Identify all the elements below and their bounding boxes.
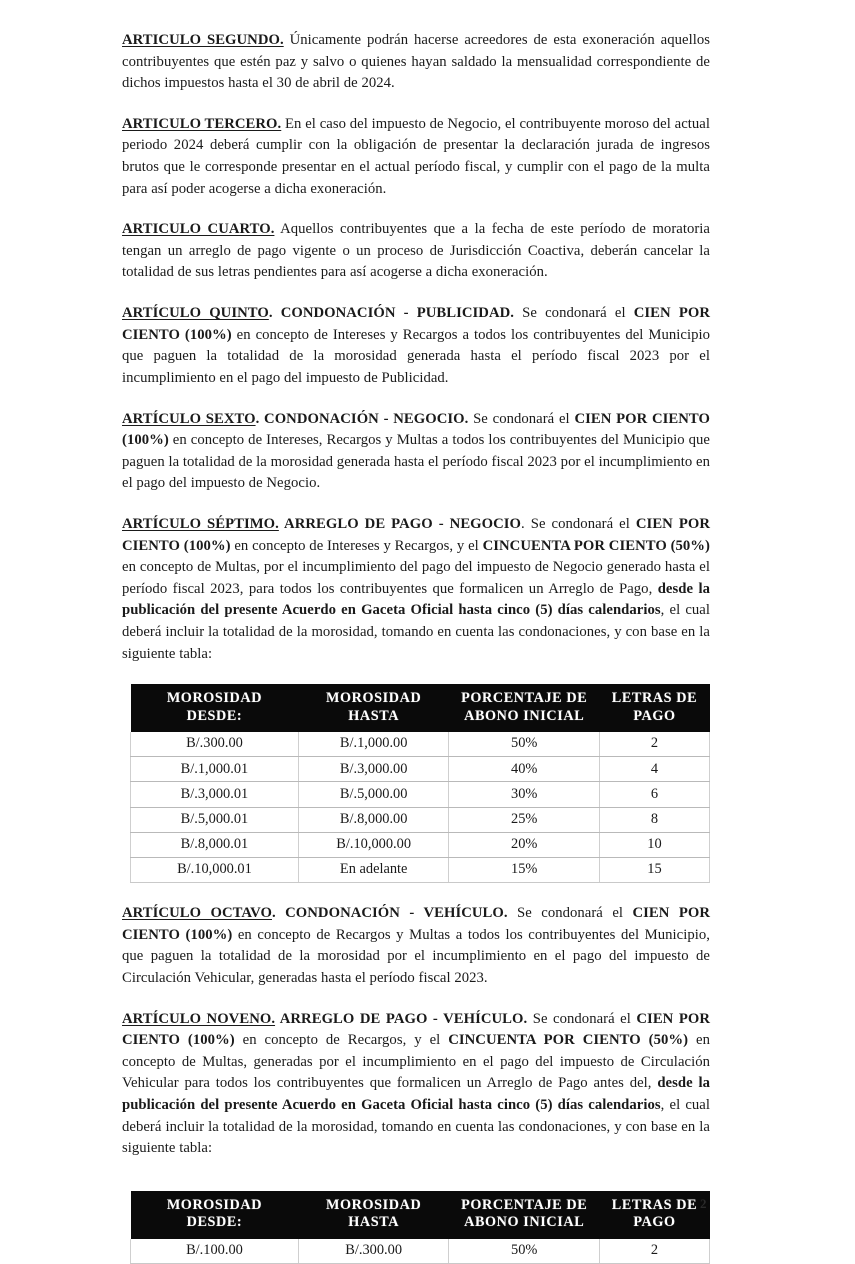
cell-porcentaje: 30% bbox=[449, 782, 600, 807]
article-noveno-bold1: CIEN POR CIENTO (100%) bbox=[122, 1010, 710, 1049]
article-septimo-run4: , el cual deberá incluir la totalidad de la morosidad, tomando en cuenta las condonaciones, y con base en la siguiente tabla: bbox=[122, 602, 711, 662]
article-octavo-bold1: CIEN POR CIENTO (100%) bbox=[122, 905, 710, 943]
article-cuarto-body: Aquellos contribuyentes que a la fecha de este período de moratoria tengan un arreglo de pago vigente o un proceso de Jurisdicción Coactiva, deberán cancelar la totalidad de sus letras pendientes para así acogerse a dicha exoneración. bbox=[122, 221, 710, 281]
cell-morosidad-hasta: B/.3,000.00 bbox=[298, 757, 449, 782]
header-line-1: MOROSIDAD bbox=[166, 1196, 263, 1213]
article-septimo-run3: en concepto de Multas, por el incumplimiento del pago del impuesto de Negocio generado hasta el período fiscal 2023, para todos los contribuyentes que formalicen un Arreglo de Pago, bbox=[122, 559, 710, 597]
article-octavo-run1: Se condonará el bbox=[507, 905, 633, 922]
article-octavo-run2: en concepto de Recargos y Multas a todos los contribuyentes del Municipio, que paguen la totalidad de la morosidad por el incumplimiento en el pago del impuesto de Circulación Vehicular, generadas hasta el período fiscal 2023. bbox=[122, 926, 710, 986]
header-line-1: PORCENTAJE DE bbox=[461, 1196, 588, 1213]
article-septimo-run2: en concepto de Intereses y Recargos, y el bbox=[230, 537, 483, 554]
header-line-2: ABONO INICIAL bbox=[464, 1214, 585, 1231]
article-septimo-bold2: CINCUENTA POR CIENTO (50%) bbox=[482, 537, 710, 554]
cell-morosidad-hasta: B/.1,000.00 bbox=[298, 732, 449, 757]
column-header-morosidad-hasta bbox=[298, 684, 449, 732]
table-row bbox=[131, 857, 710, 882]
cell-letras: 8 bbox=[599, 807, 709, 832]
header-line-2: ABONO INICIAL bbox=[464, 707, 585, 724]
spacer bbox=[122, 1179, 710, 1191]
article-noveno-run3: en concepto de Multas, generadas por el incumplimiento en el pago del impuesto de Circulación Vehicular para todos los contribuyentes que formalicen un Arreglo de Pago antes del, bbox=[122, 1032, 710, 1092]
article-quinto-run2: en concepto de Intereses y Recargos a todos los contribuyentes del Municipio que paguen la totalidad de la morosidad generada hasta el período fiscal 2023 por el incumplimiento en el pago del impuesto de Publicidad. bbox=[122, 326, 710, 386]
column-header-letras-pago bbox=[599, 1191, 709, 1239]
article-septimo bbox=[122, 514, 710, 665]
table-row bbox=[131, 832, 710, 857]
header-line-2: HASTA bbox=[348, 707, 400, 724]
page-number: 2 bbox=[700, 1196, 707, 1211]
article-quinto-heading: ARTÍCULO QUINTO bbox=[122, 305, 269, 322]
header-line-1: MOROSIDAD bbox=[326, 1196, 422, 1213]
article-septimo-heading: ARTÍCULO SÉPTIMO. bbox=[122, 515, 279, 532]
article-sexto bbox=[122, 409, 710, 495]
article-sexto-run2: en concepto de Intereses, Recargos y Multas a todos los contribuyentes del Municipio que paguen la totalidad de la morosidad generada hasta el período fiscal 2023 por el incumplimiento en el pago del impuesto de Negocio. bbox=[122, 432, 710, 492]
cell-porcentaje: 50% bbox=[449, 1239, 600, 1264]
cell-porcentaje: 40% bbox=[449, 757, 600, 782]
article-noveno bbox=[122, 1009, 710, 1160]
article-noveno-run2: en concepto de Recargos, y el bbox=[234, 1032, 449, 1049]
tabla-vehiculo-wrapper bbox=[122, 1191, 710, 1264]
article-segundo-body: Únicamente podrán hacerse acreedores de esta exoneración aquellos contribuyentes que estén paz y salvo o quienes hayan saldado la mensualidad correspondiente de dichos impuestos hasta el 30 de abril de 2024. bbox=[122, 32, 710, 92]
column-header-letras-pago bbox=[599, 684, 709, 732]
header-line-1: MOROSIDAD bbox=[326, 690, 422, 707]
article-quinto bbox=[122, 303, 710, 389]
header-line-2: PAGO bbox=[633, 1214, 676, 1231]
cell-morosidad-desde: B/.10,000.01 bbox=[131, 857, 299, 882]
article-noveno-subject: ARREGLO DE PAGO - VEHÍCULO. bbox=[275, 1010, 528, 1027]
table-row bbox=[131, 807, 710, 832]
cell-morosidad-desde: B/.100.00 bbox=[131, 1239, 299, 1264]
cell-morosidad-desde: B/.300.00 bbox=[131, 732, 299, 757]
spacer bbox=[122, 883, 710, 903]
document-body bbox=[122, 30, 710, 1264]
header-line-1: LETRAS DE bbox=[611, 690, 698, 707]
header-line-1: MOROSIDAD bbox=[166, 690, 263, 707]
header-line-1: PORCENTAJE DE bbox=[461, 690, 588, 707]
article-noveno-bold2: CINCUENTA POR CIENTO (50%) bbox=[448, 1032, 689, 1049]
article-septimo-subject: ARREGLO DE PAGO - NEGOCIO bbox=[278, 515, 522, 532]
cell-porcentaje: 20% bbox=[449, 832, 600, 857]
header-line-2: PAGO bbox=[633, 707, 676, 724]
table-row bbox=[131, 1239, 710, 1264]
article-noveno-run1: Se condonará el bbox=[527, 1010, 637, 1027]
table-row bbox=[131, 757, 710, 782]
article-octavo-subject: . CONDONACIÓN - VEHÍCULO. bbox=[271, 905, 508, 922]
article-quinto-subject: . CONDONACIÓN - PUBLICIDAD. bbox=[268, 305, 514, 322]
cell-morosidad-hasta: B/.5,000.00 bbox=[298, 782, 449, 807]
table-row bbox=[131, 782, 710, 807]
column-header-morosidad-hasta bbox=[298, 1191, 449, 1239]
cell-morosidad-desde: B/.5,000.01 bbox=[131, 807, 299, 832]
tabla-vehiculo bbox=[130, 1191, 710, 1264]
cell-morosidad-hasta: B/.300.00 bbox=[298, 1239, 449, 1264]
header-line-1: LETRAS DE bbox=[611, 1196, 698, 1213]
article-cuarto-heading: ARTICULO CUARTO. bbox=[122, 221, 275, 238]
cell-letras: 2 bbox=[599, 732, 709, 757]
article-sexto-run1: Se condonará el bbox=[468, 410, 575, 427]
cell-letras: 2 bbox=[599, 1239, 709, 1264]
article-noveno-run4: , el cual deberá incluir la totalidad de la morosidad, tomando en cuenta las condonaciones, y con base en la siguiente tabla: bbox=[122, 1097, 711, 1157]
header-line-2: DESDE: bbox=[186, 707, 243, 724]
article-septimo-bold1: CIEN POR CIENTO (100%) bbox=[122, 515, 710, 554]
article-quinto-run1: Se condonará el bbox=[514, 305, 634, 322]
cell-letras: 15 bbox=[599, 857, 709, 882]
article-noveno-heading: ARTÍCULO NOVENO. bbox=[122, 1010, 276, 1027]
article-tercero bbox=[122, 114, 710, 200]
header-line-2: HASTA bbox=[348, 1214, 400, 1231]
cell-porcentaje: 50% bbox=[449, 732, 600, 757]
article-quinto-bold1: CIEN POR CIENTO (100%) bbox=[122, 305, 710, 343]
article-septimo-bold3: desde la publicación del presente Acuerdo en Gaceta Oficial hasta cinco (5) días calendarios bbox=[122, 580, 710, 619]
cell-morosidad-desde: B/.8,000.01 bbox=[131, 832, 299, 857]
article-sexto-heading: ARTÍCULO SEXTO bbox=[122, 410, 256, 427]
article-sexto-subject: . CONDONACIÓN - NEGOCIO. bbox=[255, 410, 469, 427]
cell-morosidad-hasta: B/.8,000.00 bbox=[298, 807, 449, 832]
article-octavo bbox=[122, 903, 710, 989]
cell-morosidad-desde: B/.3,000.01 bbox=[131, 782, 299, 807]
cell-morosidad-hasta: En adelante bbox=[298, 857, 449, 882]
article-tercero-heading: ARTICULO TERCERO. bbox=[122, 115, 282, 132]
column-header-porcentaje-abono bbox=[449, 1191, 600, 1239]
table-header-row bbox=[131, 684, 710, 732]
article-septimo-run1: . Se condonará el bbox=[521, 515, 636, 532]
article-sexto-bold1: CIEN POR CIENTO (100%) bbox=[122, 410, 710, 449]
table-row bbox=[131, 732, 710, 757]
article-tercero-body: En el caso del impuesto de Negocio, el contribuyente moroso del actual periodo 2024 deberá cumplir con la obligación de presentar la declaración jurada de ingresos brutos que le corresponde presentar en el actual período fiscal, y cumplir con el pago de la multa para así poder acogerse a dicha exoneración. bbox=[122, 115, 710, 197]
tabla-negocio-wrapper bbox=[122, 684, 710, 883]
article-noveno-bold3: desde la publicación del presente Acuerdo en Gaceta Oficial hasta cinco (5) días calendarios bbox=[122, 1075, 710, 1114]
column-header-porcentaje-abono bbox=[449, 684, 600, 732]
cell-morosidad-hasta: B/.10,000.00 bbox=[298, 832, 449, 857]
cell-morosidad-desde: B/.1,000.01 bbox=[131, 757, 299, 782]
cell-letras: 4 bbox=[599, 757, 709, 782]
cell-porcentaje: 25% bbox=[449, 807, 600, 832]
cell-letras: 10 bbox=[599, 832, 709, 857]
article-segundo-heading: ARTICULO SEGUNDO. bbox=[122, 32, 284, 48]
cell-letras: 6 bbox=[599, 782, 709, 807]
tabla-negocio bbox=[130, 684, 710, 883]
table-header-row bbox=[131, 1191, 710, 1239]
article-cuarto bbox=[122, 219, 710, 284]
header-line-2: DESDE: bbox=[186, 1214, 243, 1231]
column-header-morosidad-desde bbox=[131, 684, 299, 732]
column-header-morosidad-desde bbox=[131, 1191, 299, 1239]
cell-porcentaje: 15% bbox=[449, 857, 600, 882]
article-segundo bbox=[122, 30, 710, 95]
article-octavo-heading: ARTÍCULO OCTAVO bbox=[122, 905, 272, 922]
